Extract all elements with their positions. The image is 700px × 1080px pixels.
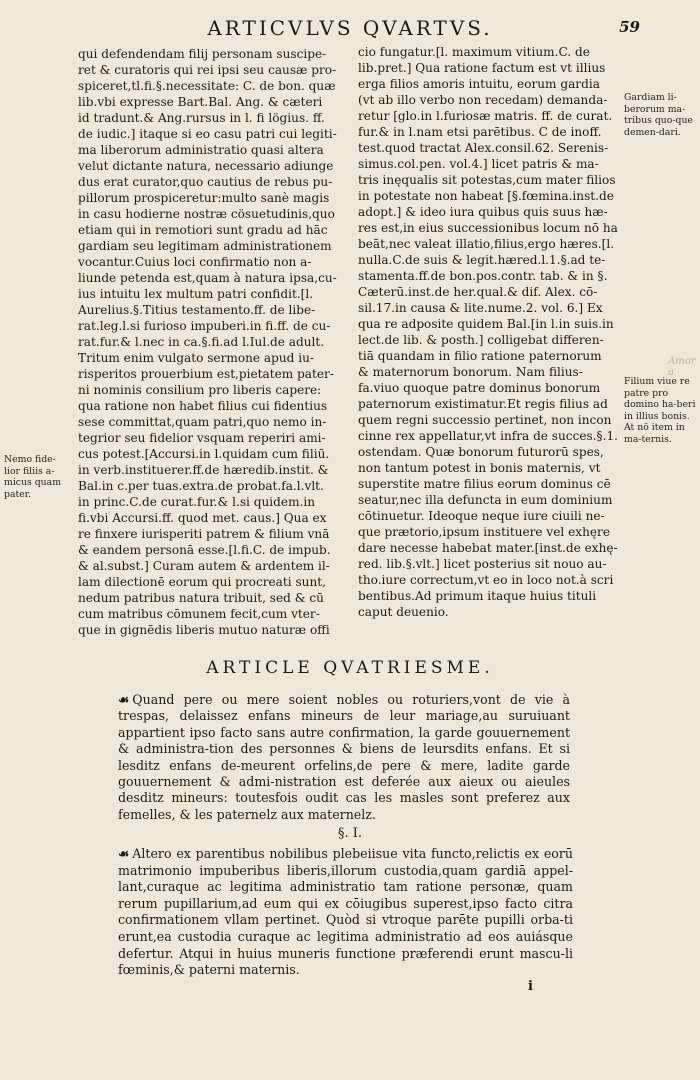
text-line: Tritum enim vulgato sermone apud iu- <box>78 351 314 365</box>
text-line: qua re adposite quidem Bal.[in l.in suis.in <box>358 317 614 331</box>
fleuron-icon: ☙ <box>118 692 130 707</box>
text-line: bentibus.Ad primum itaque huius tituli <box>358 589 597 603</box>
text-line: fur.& in l.nam etsi parētibus. C de inoff. <box>358 125 602 139</box>
text-line: simus.col.pen. vol.4.] licet patris & ma- <box>358 157 599 171</box>
text-line: tiā quandam in filio ratione paternorum <box>358 349 602 363</box>
text-line: in princ.C.de curat.fur.& l.si quidem.in <box>78 495 316 509</box>
catchword: i <box>528 979 533 994</box>
text-line: lib.vbi expresse Bart.Bal. Ang. & cæteri <box>78 95 323 109</box>
text-line: retur [glo.in l.furiosæ matris. ff. de curat. <box>358 109 613 123</box>
text-line: cōtinuetur. Ideoque neque iure ciuili ne- <box>358 509 605 523</box>
text-line: spiceret,tl.fi.§.necessitate: C. de bon. quæ <box>78 79 336 93</box>
text-line: erga filios amoris intuitu, eorum gardia <box>358 77 600 91</box>
page-number: 59 <box>619 18 640 36</box>
text-line: beāt,nec valeat illatio,filius,ergo hæres.[l. <box>358 237 615 251</box>
running-head-title: ARTICVLVS QVARTVS. <box>207 16 493 40</box>
french-text: Quand pere ou mere soient nobles ou roturiers,vont de vie à trespas, delaissez enfans mineurs de leur mariage,au suruiuant appartient ipso facto sans autre confirmation, la garde gouuernement & administra-tion des personnes & biens de leursdits enfans. Et si lesditz enfans de-meurent orfelins,de pere & mere, ladite garde gouuernement & admi-nistration est deferée aux aieux ou aieules desditz mineurs: toutesfois oudit cas les masles sont preferez aux femelles, & les paternelz aux maternelz. <box>118 692 570 822</box>
text-line: seatur,nec illa defuncta in eum dominium <box>358 493 613 507</box>
text-line: res est,in eius successionibus locum nō ha <box>358 221 618 235</box>
text-line: rat.leg.l.si furioso impuberi.in fi.ff. de cu- <box>78 319 331 333</box>
text-line: in verb.instituerer.ff.de hæredib.instit. & <box>78 463 329 477</box>
text-line: non tantum potest in bonis maternis, vt <box>358 461 601 475</box>
text-line: ius intuitu lex multum patri confidit.[l. <box>78 287 314 301</box>
text-line: dare necesse habebat mater.[inst.de exhę- <box>358 541 618 555</box>
text-line: rat.fur.& l.nec in ca.§.fi.ad l.Iul.de adult. <box>78 335 325 349</box>
text-line: Aurelius.§.Titius testamento.ff. de libe- <box>78 303 316 317</box>
text-line: vocantur.Cuius loci confirmatio non a- <box>78 255 312 269</box>
text-line: de iudic.] itaque si eo casu patri cui legiti- <box>78 127 337 141</box>
text-line: lam dilectionē eorum qui procreati sunt, <box>78 575 326 589</box>
text-line: re finxere iurisperiti patrem & filium vnā <box>78 527 330 541</box>
latin-paragraph <box>118 846 573 979</box>
right-column <box>358 44 622 620</box>
text-line: stamenta.ff.de bon.pos.contr. tab. & in §. <box>358 269 608 283</box>
text-line: & maternorum bonorum. Nam filius- <box>358 365 583 379</box>
left-column <box>78 46 346 638</box>
text-line: quem regni successio pertinet, non incon <box>358 413 612 427</box>
text-line: nulla.C.de suis & legit.hæred.l.1.§.ad te- <box>358 253 606 267</box>
text-line: tris inęqualis sit potestas,cum mater filios <box>358 173 616 187</box>
text-line: cinne rex appellatur,vt infra de succes.§.1. <box>358 429 618 443</box>
text-line: fa.viuo quoque patre dominus bonorum <box>358 381 601 395</box>
text-line: lib.pret.] Qua ratione factum est vt illius <box>358 61 606 75</box>
text-line: fi.vbi Accursi.ff. quod met. caus.] Qua ex <box>78 511 327 525</box>
text-line: ni nominis consilium pro liberis capere: <box>78 383 322 397</box>
running-head <box>0 14 700 42</box>
text-line: in potestate non habeat [§.fœmina.inst.de <box>358 189 614 203</box>
fleuron-icon: ☙ <box>118 846 130 861</box>
text-line: gardiam seu legitimam administrationem <box>78 239 332 253</box>
text-line: velut dictante natura, necessario adiunge <box>78 159 334 173</box>
text-line: & eandem personā esse.[l.fi.C. de impub. <box>78 543 331 557</box>
text-line: ma liberorum administratio quasi altera <box>78 143 324 157</box>
text-line: superstite matre filius eorum dominus cē <box>358 477 611 491</box>
text-line: que prætorio,ipsum instituere vel exhęre <box>358 525 610 539</box>
text-line: dus erat curator,quo cautius de rebus pu- <box>78 175 333 189</box>
margin-note-left: Nemo fide-lior filiis a-micus quam pater. <box>4 454 62 500</box>
text-line: & al.subst.] Curam autem & ardentem il- <box>78 559 330 573</box>
text-line: ostendam. Quæ bonorum futurorū spes, <box>358 445 604 459</box>
text-line: tegrior seu fidelior vsquam reperiri ami- <box>78 431 326 445</box>
text-line: risperitos prouerbium est,pietatem pater- <box>78 367 334 381</box>
text-line: Cæterū.inst.de her.qual.& dif. Alex. cō- <box>358 285 598 299</box>
french-paragraph <box>118 692 570 823</box>
text-line: ret & curatoris qui rei ipsi seu causæ pro- <box>78 63 337 77</box>
article-heading: ARTICLE QVATRIESME. <box>206 658 494 678</box>
text-line: in casu hodierne nostræ cösuetudinis,quo <box>78 207 335 221</box>
text-line: red. lib.§.vlt.] licet posterius sit nouo au- <box>358 557 607 571</box>
text-line: cus potest.[Accursi.in l.quidam cum filiū. <box>78 447 330 461</box>
text-line: pillorum prospiceretur:multo sanè magis <box>78 191 330 205</box>
text-line: adopt.] & ideo iura quibus quis suus hæ- <box>358 205 608 219</box>
text-line: qui defendendam filij personam suscipe- <box>78 47 327 61</box>
text-line: qua ratione non habet filius cui fidentius <box>78 399 328 413</box>
text-line: cum matribus cōmunem fecit,cum vter- <box>78 607 320 621</box>
latin-text: Altero ex parentibus nobilibus plebeiisue vita functo,relictis ex eorū matrimonio impuberibus liberis,illorum custodia,quam gardiā appel-lant,curaque ac legitima administratio tam ratione personæ, quam rerum pupillarium,ad eum qui ex cōiugibus superest,ipso facto citra confirmationem vllam pertinet. Quòd si vtroque parēte pupilli orba-ti erunt,ea custodia curaque ac legitima administratio ad eos auiásque defertur. Atqui in huius muneris functione præferendi erunt mascu-li fœminis,& paterni maternis. <box>118 846 573 978</box>
text-line: liunde petenda est,quam à natura ipsa,cu- <box>78 271 337 285</box>
text-line: caput deuenio. <box>358 605 449 619</box>
text-line: id tradunt.& Ang.rursus in l. fi lögius. ff. <box>78 111 325 125</box>
text-line: etiam qui in remotiori sunt gradu ad hāc <box>78 223 328 237</box>
text-line: test.quod tractat Alex.consil.62. Serenis- <box>358 141 609 155</box>
text-line: que in gignēdis liberis mutuo naturæ offi <box>78 623 330 637</box>
section-label: §. I. <box>337 826 363 841</box>
text-line: lect.de lib. & posth.] colligebat differen- <box>358 333 604 347</box>
text-line: tho.iure correctum,vt eo in loco not.à scri <box>358 573 614 587</box>
text-line: paternorum existimatur.Et regis filius ad <box>358 397 608 411</box>
text-line: cio fungatur.[l. maximum vitium.C. de <box>358 45 590 59</box>
faint-margin-mark: Amor a <box>668 356 696 378</box>
text-line: sil.17.in causa & lite.nume.2. vol. 6.] Ex <box>358 301 603 315</box>
text-line: Bal.in c.per tuas.extra.de probat.fa.l.vlt. <box>78 479 324 493</box>
text-line: (vt ab illo verbo non recedam) demanda- <box>358 93 608 107</box>
margin-note-right-top: Gardiam li-berorum ma-tribus quo-que demen-dari. <box>624 92 693 138</box>
text-line: nedum patribus natura tribuit, sed & cū <box>78 591 324 605</box>
text-line: sese committat,quam patri,quo nemo in- <box>78 415 327 429</box>
margin-note-right-bottom: Filium viue re patre pro domino ha-beri in illius bonis. At nō item in ma-ternis. <box>624 376 696 445</box>
